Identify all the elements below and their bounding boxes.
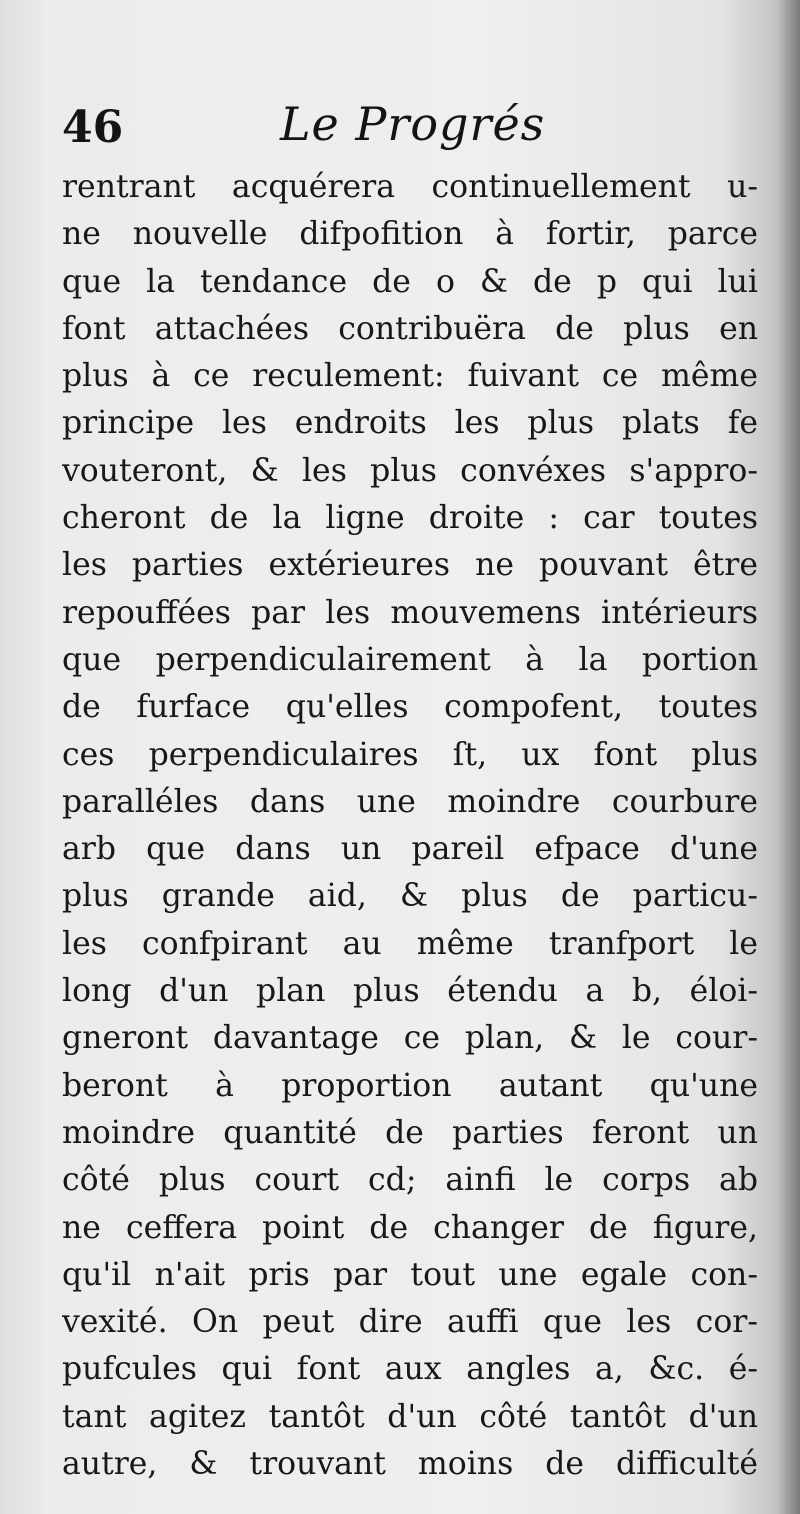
text-line: principe les endroits les plus plats fe [62, 405, 758, 442]
text-line: moindre quantité de parties feront un [62, 1114, 758, 1151]
text-line: paralléles dans une moindre courbure [62, 783, 758, 820]
body-text [62, 164, 758, 1488]
text-line: arb que dans un pareil efpace d'une [62, 831, 758, 868]
text-line: qu'il n'ait pris par tout une egale con- [62, 1256, 758, 1293]
text-line: côté plus court cd; ainfi le corps ab [62, 1162, 758, 1199]
text-line: ces perpendiculaires ſt, ux font plus [62, 736, 758, 773]
text-line: long d'un plan plus étendu a b, éloi- [62, 973, 758, 1010]
text-line: plus à ce reculement: fuivant ce même [62, 358, 758, 395]
text-line: rentrant acquérera continuellement u- [62, 169, 758, 205]
running-title: Le Progrés [280, 97, 546, 151]
text-line: ne ceffera point de changer de figure, [62, 1209, 758, 1246]
text-line: de furface qu'elles compofent, toutes [62, 689, 758, 726]
text-line: cheront de la ligne droite : car toutes [62, 500, 758, 537]
text-line: les confpirant au même tranfport le [62, 925, 758, 962]
text-line: vexité. On peut dire auffi que les cor- [62, 1304, 758, 1341]
text-line: gneront davantage ce plan, & le cour- [62, 1020, 758, 1057]
text-line: tant agitez tantôt d'un côté tantôt d'un [62, 1398, 758, 1435]
text-line: font attachées contribuëra de plus en [62, 310, 758, 347]
text-line: vouteront, & les plus convéxes s'appro- [62, 452, 758, 489]
page-header [62, 92, 752, 164]
text-line: les parties extérieures ne pouvant être [62, 547, 758, 584]
text-line: plus grande aid, & plus de particu- [62, 878, 758, 915]
text-line: beront à proportion autant qu'une [62, 1067, 758, 1104]
text-line: ne nouvelle difpofition à fortir, parce [62, 216, 758, 253]
text-line: que perpendiculairement à la portion [62, 641, 758, 678]
page-number: 46 [62, 102, 124, 153]
text-line: repouffées par les mouvemens intérieurs [62, 594, 758, 631]
text-line: autre, & trouvant moins de difficulté [62, 1446, 758, 1483]
text-line: pufcules qui font aux angles a, &c. é- [62, 1351, 758, 1388]
text-line: que la tendance de o & de p qui lui [62, 263, 758, 300]
